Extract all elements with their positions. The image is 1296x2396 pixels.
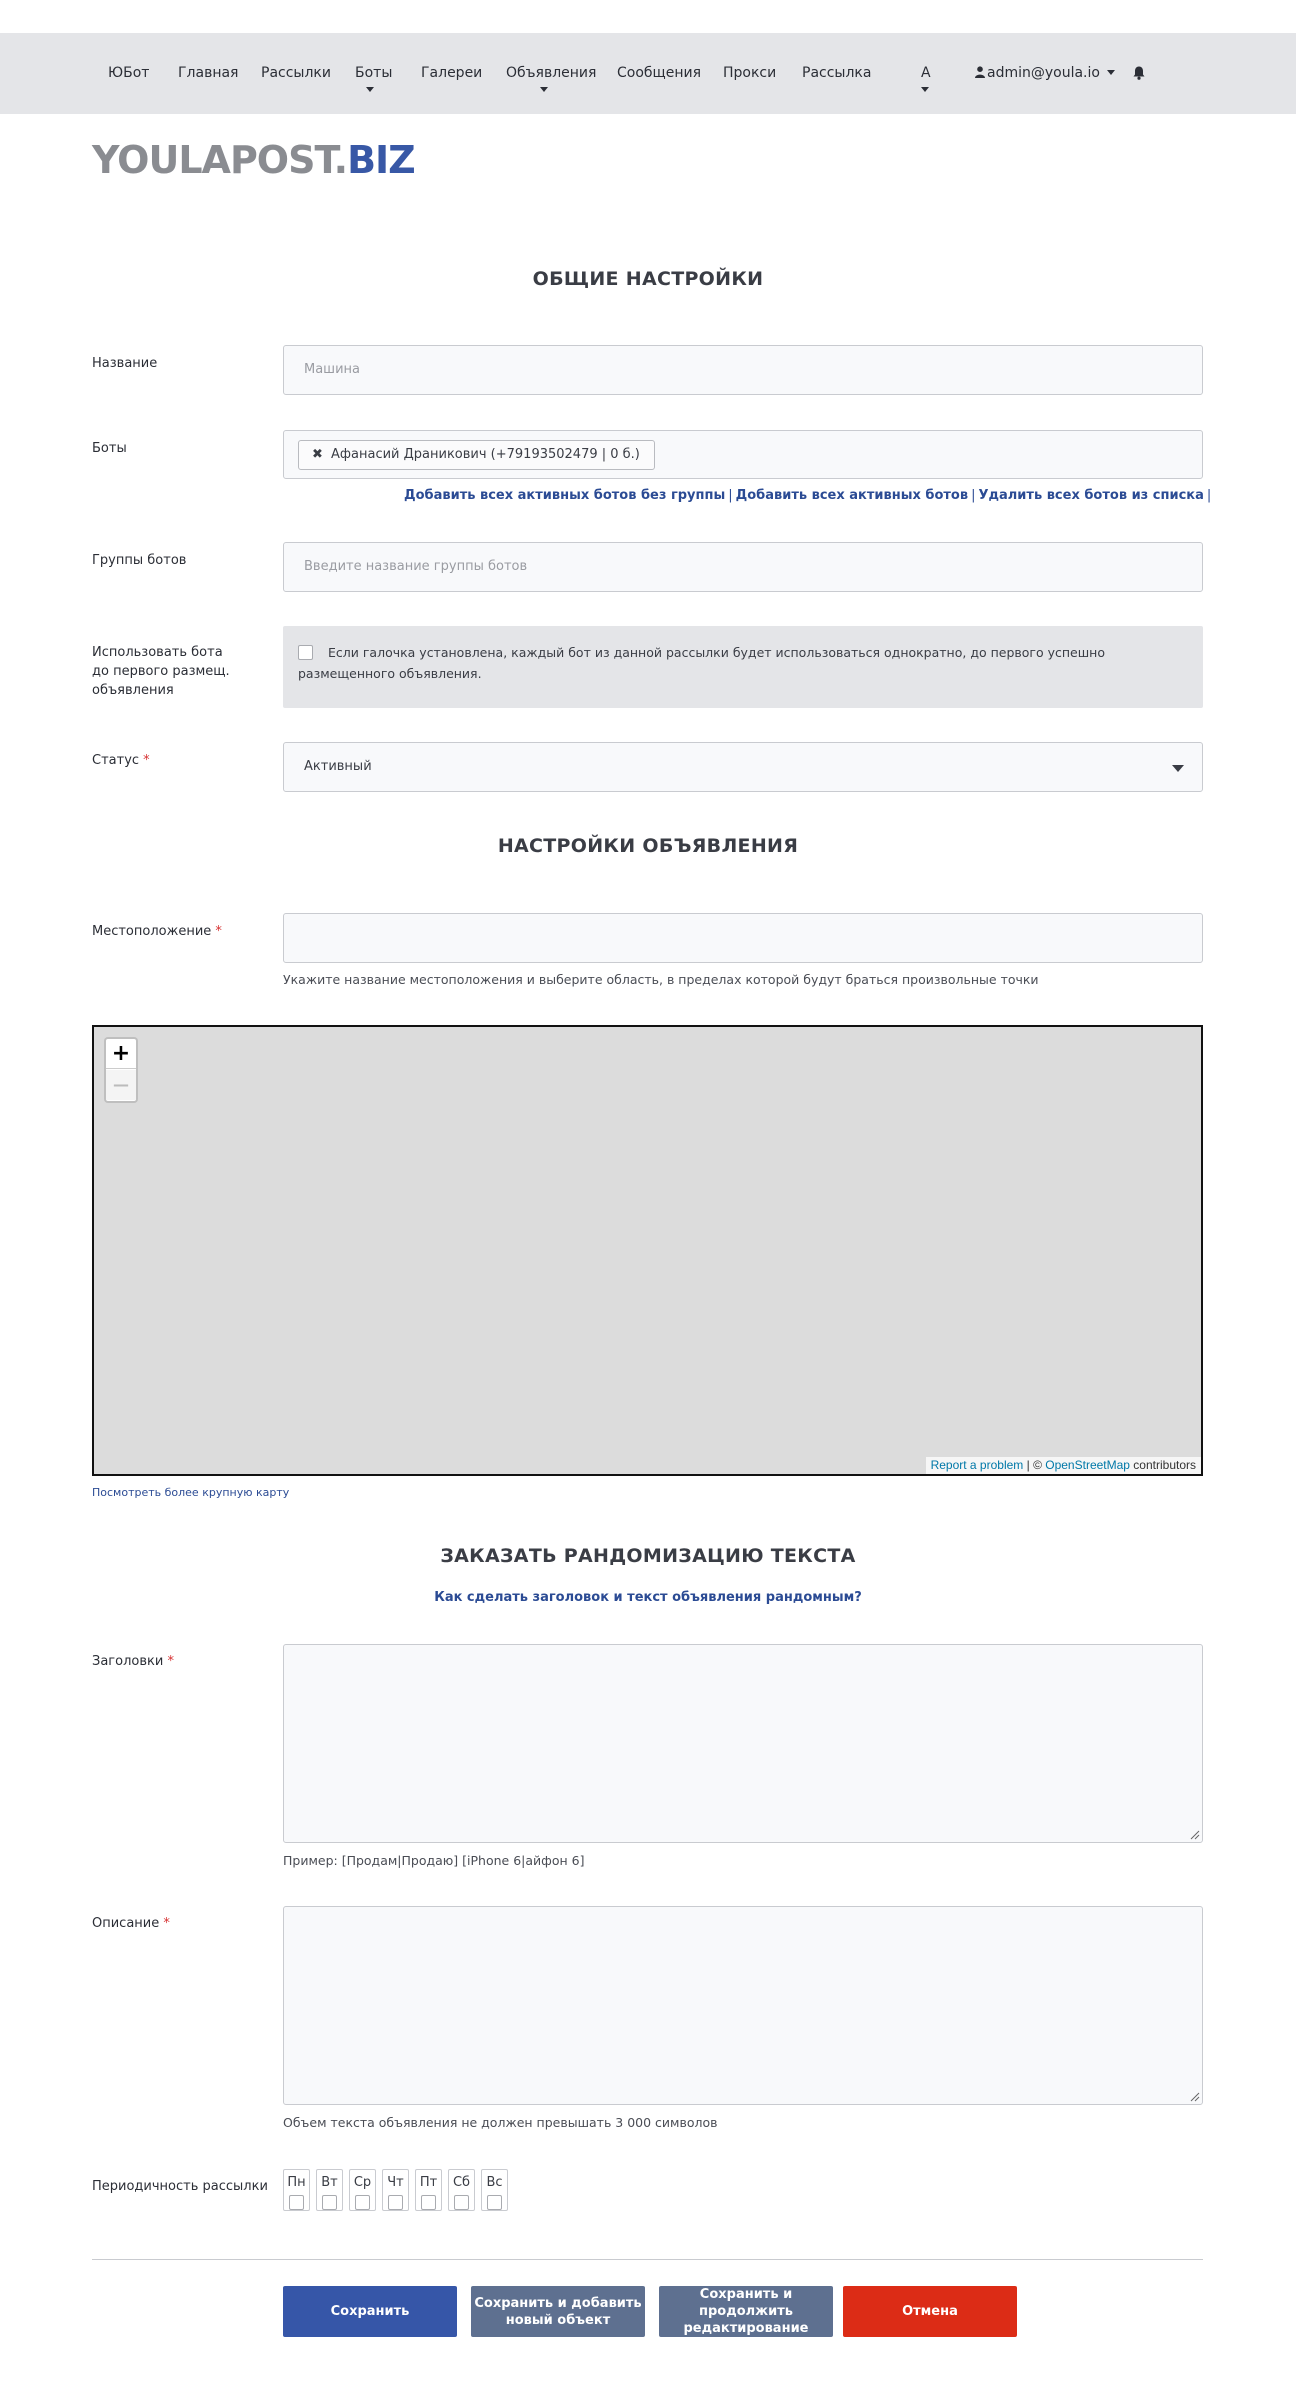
location-input[interactable]: [283, 913, 1203, 963]
attribution-contributors: contributors: [1129, 1458, 1196, 1472]
bots-select[interactable]: [283, 430, 1203, 479]
weekday-sat[interactable]: [448, 2169, 475, 2211]
weekday-label: Пт: [419, 2175, 438, 2190]
bot-groups-input[interactable]: [283, 542, 1203, 592]
bot-chip-label: Афанасий Драникович (+79193502479 | 0 б.): [331, 447, 640, 462]
bots-label: Боты: [92, 441, 127, 456]
name-placeholder: Машина: [304, 362, 360, 377]
map-attribution: [926, 1457, 1201, 1474]
remove-bot-icon[interactable]: ✖: [312, 447, 323, 462]
top-navbar: [0, 33, 1296, 114]
add-all-bots-link[interactable]: Добавить всех активных ботов: [735, 488, 969, 503]
map-zoom-control: [104, 1037, 138, 1103]
logo-text-main: YOULAPOST.: [92, 138, 348, 182]
nav-item-mailing[interactable]: Рассылка: [802, 65, 872, 81]
bot-actions: Добавить всех активных ботов без группы | Добавить всех активных ботов | Удалить всех ботов из списка |: [404, 488, 1212, 503]
titles-label: [92, 1652, 174, 1671]
bigger-map-link[interactable]: Посмотреть более крупную карту: [92, 1486, 290, 1499]
weekday-checkbox[interactable]: [454, 2195, 469, 2210]
description-help: Объем текста объявления не должен превышать 3 000 символов: [283, 2115, 718, 2130]
cancel-button[interactable]: Отмена: [843, 2286, 1017, 2337]
status-label: [92, 751, 150, 770]
nav-item-bots[interactable]: Боты: [355, 65, 393, 81]
nav-item-galleries[interactable]: Галереи: [421, 65, 483, 81]
ad-settings-title: НАСТРОЙКИ ОБЪЯВЛЕНИЯ: [497, 835, 799, 857]
description-label-text: Описание: [92, 1916, 160, 1931]
periodicity-label: Периодичность рассылки: [92, 2179, 268, 2194]
weekday-label: Чт: [387, 2175, 404, 2190]
weekday-fri[interactable]: [415, 2169, 442, 2211]
weekday-wed[interactable]: [349, 2169, 376, 2211]
weekday-thu[interactable]: [382, 2169, 409, 2211]
save-and-continue-button[interactable]: Сохранить и продолжить редактирование: [659, 2286, 833, 2337]
user-icon: [975, 66, 985, 78]
weekday-checkbox[interactable]: [289, 2195, 304, 2210]
weekday-mon[interactable]: [283, 2169, 310, 2211]
resize-grip-icon[interactable]: [1188, 2090, 1200, 2102]
location-help: Укажите название местоположения и выберите область, в пределах которой будут браться произвольные точки: [283, 972, 1039, 987]
user-menu[interactable]: [975, 65, 1115, 81]
weekday-label: Ср: [353, 2175, 372, 2190]
randomization-title: ЗАКАЗАТЬ РАНДОМИЗАЦИЮ ТЕКСТА: [440, 1545, 856, 1567]
bots-dropdown-caret-icon[interactable]: [366, 87, 374, 92]
ads-dropdown-caret-icon[interactable]: [540, 87, 548, 92]
zoom-out-button[interactable]: —: [106, 1070, 136, 1100]
remove-all-bots-link[interactable]: Удалить всех ботов из списка: [978, 488, 1204, 503]
location-label: [92, 922, 222, 941]
nav-item-mailings[interactable]: Рассылки: [261, 65, 331, 81]
weekday-checkbox[interactable]: [355, 2195, 370, 2210]
nav-item-yubot[interactable]: ЮБот: [108, 65, 150, 81]
location-label-text: Местоположение: [92, 924, 212, 939]
zoom-in-button[interactable]: +: [106, 1039, 136, 1069]
titles-textarea[interactable]: [283, 1644, 1203, 1843]
weekday-checkbox[interactable]: [487, 2195, 502, 2210]
titles-label-text: Заголовки: [92, 1654, 164, 1669]
nav-item-proxy[interactable]: Прокси: [723, 65, 777, 81]
name-label: Название: [92, 356, 158, 371]
bot-groups-label: Группы ботов: [92, 553, 187, 568]
required-marker: *: [215, 924, 222, 939]
status-label-text: Статус: [92, 753, 140, 768]
weekday-label: Пн: [287, 2175, 306, 2190]
description-textarea[interactable]: [283, 1906, 1203, 2105]
resize-grip-icon[interactable]: [1188, 1828, 1200, 1840]
weekday-checkbox[interactable]: [388, 2195, 403, 2210]
attribution-separator: | ©: [1023, 1458, 1046, 1472]
required-marker: *: [143, 753, 150, 768]
save-button[interactable]: Сохранить: [283, 2286, 457, 2337]
logo[interactable]: [92, 138, 415, 182]
use-once-text: Если галочка установлена, каждый бот из данной рассылки будет использоваться однократно, до первого успешно размещенного объявления.: [298, 645, 1105, 681]
weekday-sun[interactable]: [481, 2169, 508, 2211]
nav-item-ads[interactable]: Объявления: [506, 65, 597, 81]
save-and-add-button[interactable]: Сохранить и добавить новый объект: [471, 2286, 645, 2337]
bot-chip: [298, 440, 655, 470]
randomization-howto-link[interactable]: Как сделать заголовок и текст объявления рандомным?: [434, 1590, 862, 1605]
status-select[interactable]: [283, 742, 1203, 792]
bot-groups-placeholder: Введите название группы ботов: [304, 559, 528, 574]
form-divider: [92, 2259, 1203, 2260]
weekday-label: Вс: [486, 2175, 503, 2190]
report-problem-link[interactable]: Report a problem: [930, 1458, 1024, 1472]
map[interactable]: [92, 1025, 1203, 1476]
description-label: [92, 1914, 170, 1933]
titles-help: Пример: [Продам|Продаю] [iPhone 6|айфон 6]: [283, 1853, 585, 1868]
status-value: Активный: [304, 759, 372, 774]
logo-text-accent: BIZ: [347, 138, 415, 182]
osm-link[interactable]: OpenStreetMap: [1045, 1458, 1130, 1472]
weekday-label: Сб: [452, 2175, 471, 2190]
use-once-block: [283, 626, 1203, 708]
required-marker: *: [167, 1654, 174, 1669]
weekday-checkbox[interactable]: [322, 2195, 337, 2210]
add-bots-no-group-link[interactable]: Добавить всех активных ботов без группы: [404, 488, 726, 503]
language-caret-icon[interactable]: [921, 87, 929, 92]
language-switcher[interactable]: А: [921, 65, 931, 81]
general-settings-title: ОБЩИЕ НАСТРОЙКИ: [532, 268, 764, 290]
required-marker: *: [163, 1916, 170, 1931]
chevron-down-icon: [1172, 765, 1184, 772]
use-once-label: Использовать бота до первого размещ. объявления: [92, 645, 230, 698]
user-email: admin@youla.io: [987, 65, 1100, 81]
nav-item-messages[interactable]: Сообщения: [617, 65, 702, 81]
weekday-label: Вт: [321, 2175, 338, 2190]
weekday-checkbox[interactable]: [421, 2195, 436, 2210]
user-caret-icon: [1107, 70, 1115, 75]
name-input[interactable]: [283, 345, 1203, 395]
bell-icon[interactable]: [1133, 66, 1145, 84]
nav-item-home[interactable]: Главная: [178, 65, 239, 81]
weekday-tue[interactable]: [316, 2169, 343, 2211]
